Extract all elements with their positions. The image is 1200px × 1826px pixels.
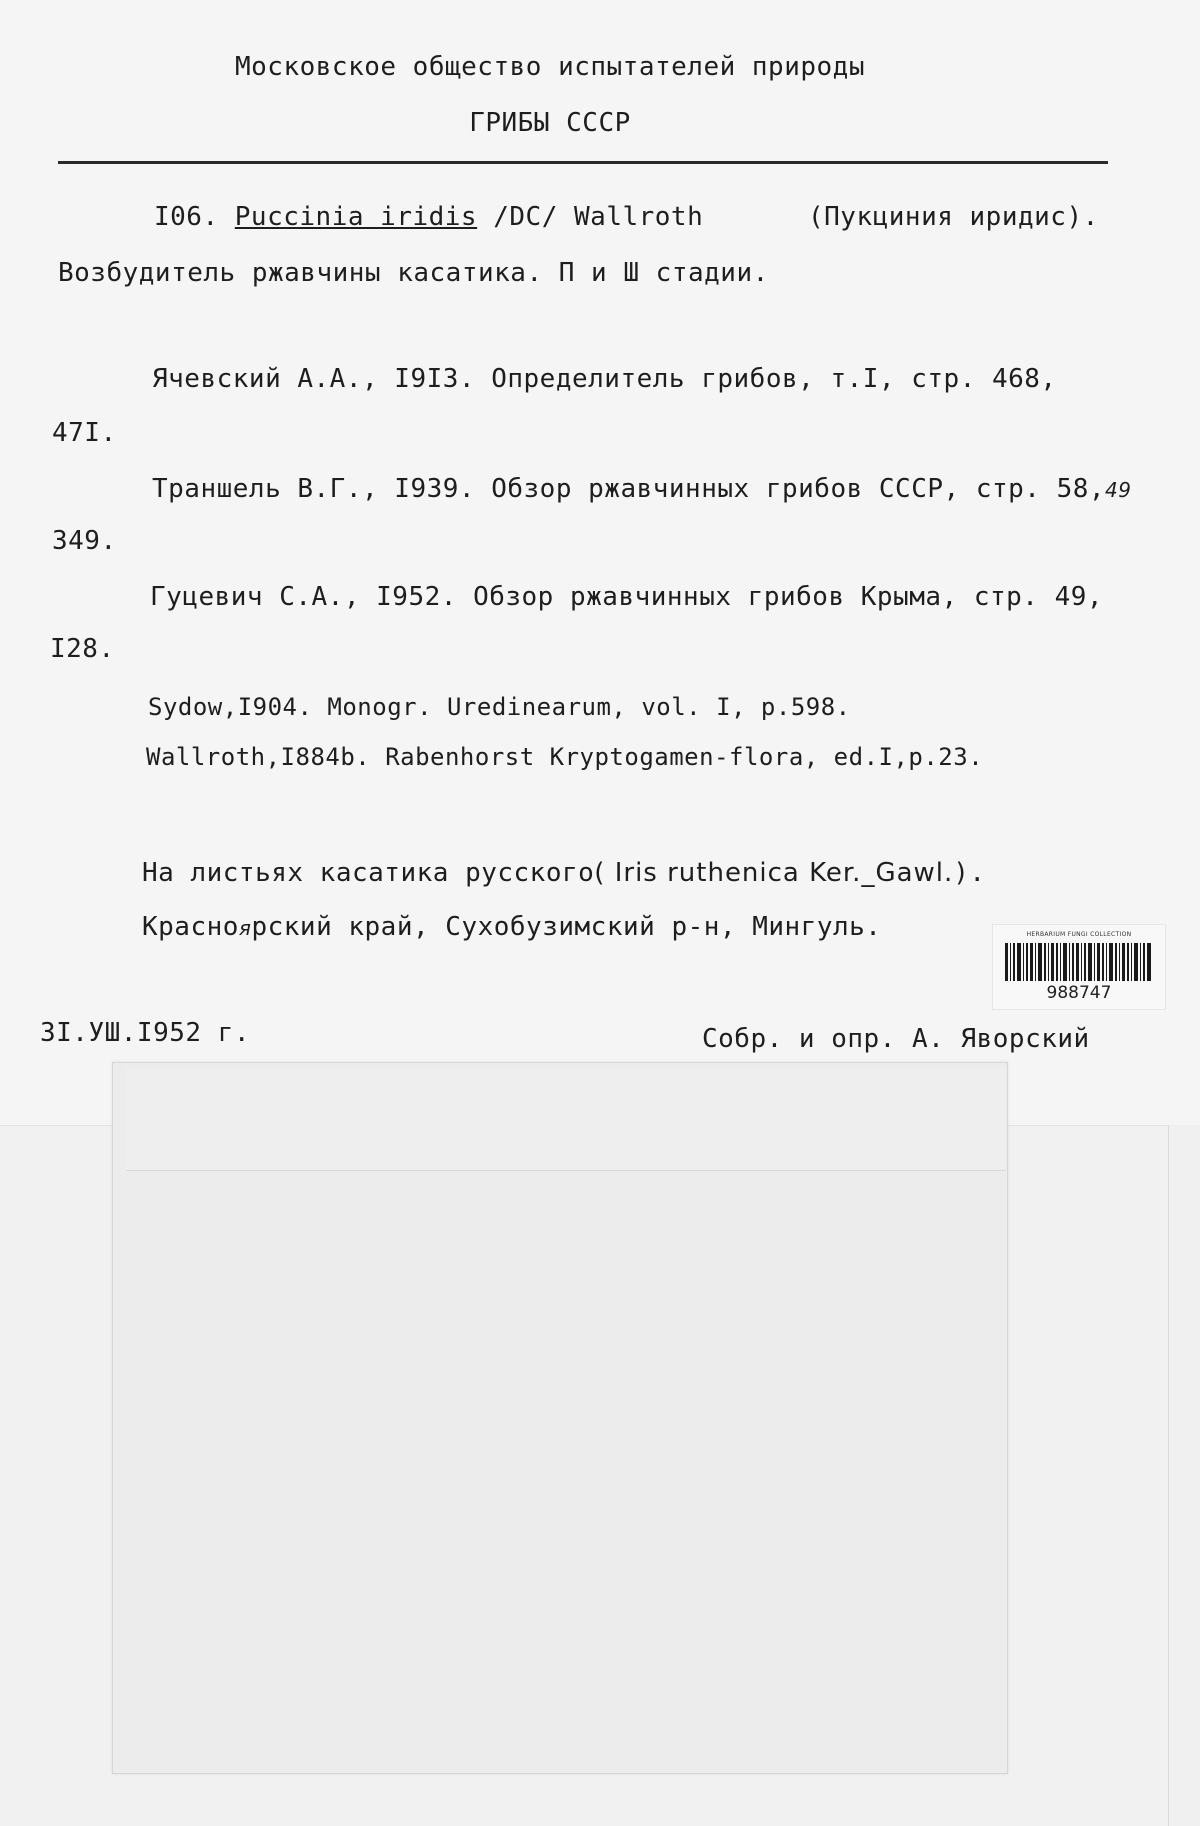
handwritten-page: 49: [1105, 478, 1132, 502]
description: Возбудитель ржавчины касатика. П и Ш стадии.: [58, 258, 769, 288]
locality-line-2: [142, 912, 881, 943]
reference-2-cont: 349.: [52, 526, 117, 556]
species-name: Puccinia iridis: [234, 202, 478, 232]
barcode-number: 988747: [1046, 983, 1112, 1003]
common-name: (Пукциния иридис).: [808, 202, 1099, 232]
barcode-header: HERBARIUM FUNGI COLLECTION: [1026, 931, 1132, 938]
species-heading: [154, 202, 703, 232]
reference-1: Ячевский А.А., I9I3. Определитель грибов, т.I, стр. 468,: [152, 364, 1057, 394]
host-latin-name: ( Iris ruthenica Ker._Gawl.: [594, 858, 954, 888]
header-rule: [58, 161, 1108, 164]
species-authority: /DC/ Wallroth: [493, 202, 704, 232]
barcode-label: [992, 924, 1166, 1010]
barcode-bars: [1005, 943, 1151, 981]
locality-line-1: [142, 858, 986, 888]
reference-3: Гуцевич С.А., I952. Обзор ржавчинных грибов Крыма, стр. 49,: [150, 582, 1104, 612]
entry-number: I06.: [154, 202, 219, 232]
envelope-flap: [126, 1068, 1006, 1171]
handwritten-correction: я: [238, 916, 252, 940]
locality-region-a: Красно: [142, 912, 239, 942]
locality-host-end: ).: [953, 858, 986, 888]
locality-region-b: рский край, Сухобузимский р-н, Мингуль.: [251, 912, 882, 942]
collection-date: 3I.УШ.I952 г.: [40, 1018, 250, 1048]
reference-4: Sydow,I904. Monogr. Uredinearum, vol. I, p.598.: [148, 693, 851, 721]
reference-5: Wallroth,I884b. Rabenhorst Kryptogamen-flora, ed.I,p.23.: [146, 743, 984, 771]
reference-3-cont: I28.: [50, 634, 115, 664]
society-name: Московское общество испытателей природы: [235, 52, 865, 82]
reference-1-cont: 47I.: [52, 418, 117, 448]
reference-2-text: Траншель В.Г., I939. Обзор ржавчинных грибов СССР, стр. 58,: [152, 474, 1106, 504]
reference-2: [152, 474, 1132, 505]
locality-host: На листьях касатика русского: [142, 858, 595, 888]
collector: Собр. и опр. А. Яворский: [702, 1024, 1090, 1054]
series-title: ГРИБЫ СССР: [469, 108, 631, 138]
sheet-right-edge: [1168, 1125, 1200, 1826]
